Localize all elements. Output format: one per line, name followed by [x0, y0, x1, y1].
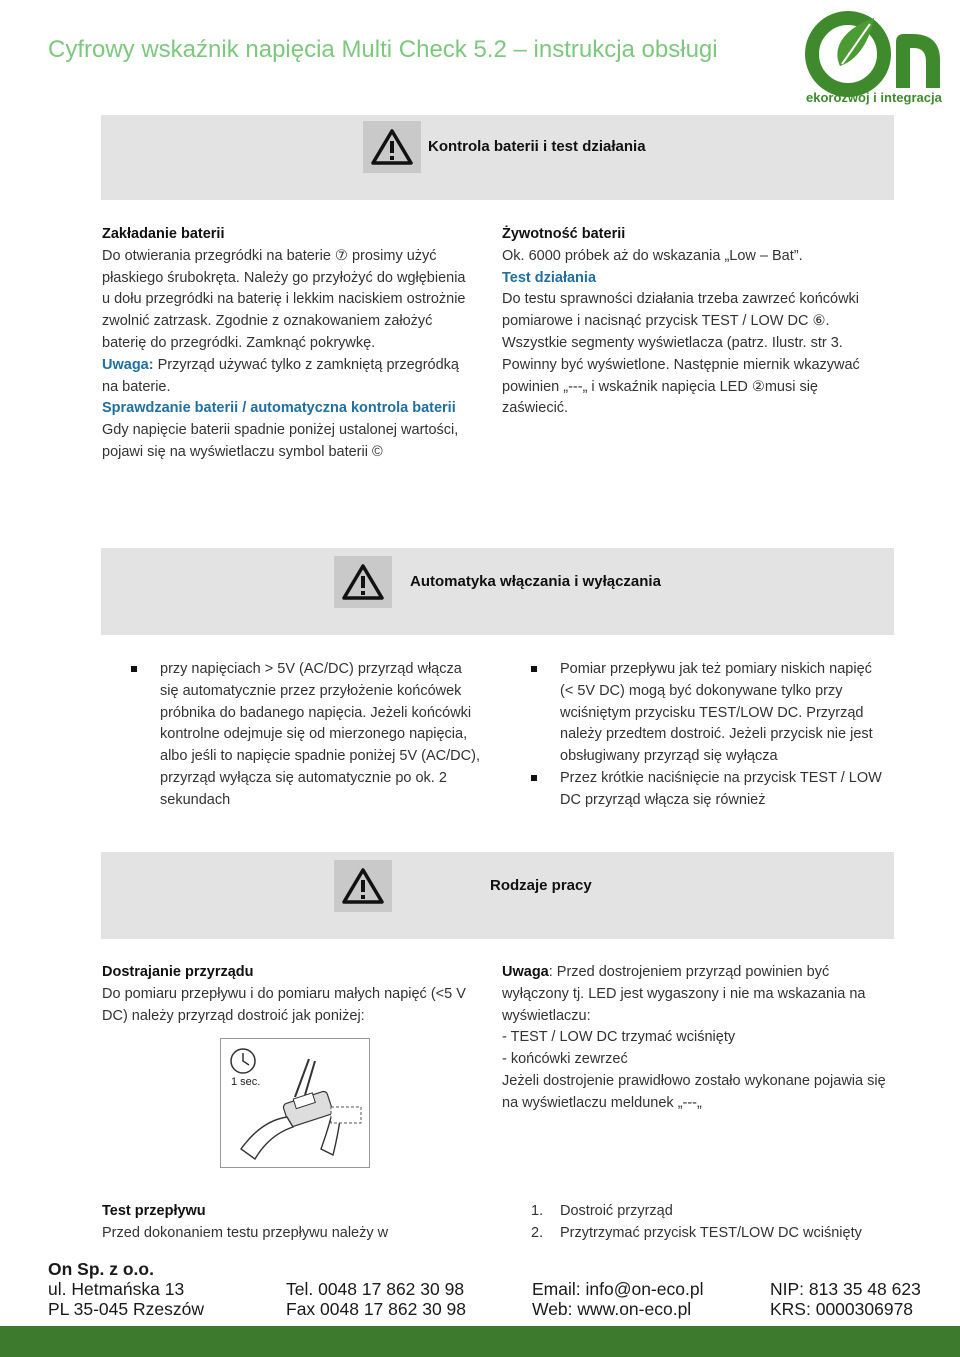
modes-right-column	[502, 962, 892, 1115]
battery-install-text: Do otwierania przegródki na baterie ⑦ prosimy użyć płaskiego śrubokręta. Należy go przyłożyć do wgłębienia u dołu przegródki na baterię i lekkim naciskiem ostrożnie zwolnić zatrzask. Zgodnie z oznakowaniem założyć baterię do przegródki. Zamknąć pokrywkę.	[102, 247, 466, 351]
list-item: 1. Dostroić przyrząd	[531, 1203, 673, 1219]
warning-icon	[370, 128, 414, 166]
calibration-step-1: - TEST / LOW DC trzymać wciśnięty	[502, 1029, 736, 1046]
warning-label: Uwaga:	[102, 356, 154, 373]
section-band-auto	[101, 548, 894, 635]
footer-company-block	[48, 1259, 204, 1319]
footer-nip: NIP: 813 35 48 623	[770, 1279, 921, 1299]
warning-icon	[341, 563, 385, 601]
logo-tagline: ekorozwój i integracja	[806, 90, 942, 105]
warning-icon-box	[334, 860, 392, 912]
list-item: Przez krótkie naciśnięcie na przycisk TEST / LOW DC przyrząd włącza się również	[502, 768, 886, 812]
battery-life-heading: Żywotność baterii	[502, 226, 626, 242]
warning-icon	[341, 867, 385, 905]
footer-city: PL 35-045 Rzeszów	[48, 1299, 204, 1319]
calibration-text: Do pomiaru przepływu i do pomiaru małych napięć (<5 V DC) należy przyrząd dostroić jak poniżej:	[102, 985, 466, 1024]
footer-web[interactable]: Web: www.on-eco.pl	[532, 1299, 692, 1319]
battery-life-text: Ok. 6000 próbek aż do wskazania „Low – Bat”.	[502, 247, 803, 264]
auto-left-list	[102, 659, 482, 812]
calibration-heading: Dostrajanie przyrządu	[102, 964, 254, 980]
battery-check-heading: Sprawdzanie baterii / automatyczna kontrola baterii	[102, 400, 456, 417]
list-item: Pomiar przepływu jak też pomiary niskich napięć (< 5V DC) mogą być dokonywane tylko przy wciśniętym przycisku TEST/LOW DC. Przyrząd należy przedtem dostroić. Jeżeli przycisk nie jest obsługiwany przyrząd się wyłącza	[502, 659, 886, 768]
figure-label: 1 sec.	[231, 1076, 261, 1088]
footer-bar	[0, 1326, 960, 1357]
function-test-text: Do testu sprawności działania trzeba zawrzeć końcówki pomiarowe i nacisnąć przycisk TEST / LOW DC ⑥. Wszystkie segmenty wyświetlacza (patrz. Ilustr. str 3. Powinny być wyświetlone. Następnie miernik wkazywać powinien „---„ i wskaźnik napięcia LED ②musi się zaświecić.	[502, 291, 860, 417]
footer-krs: KRS: 0000306978	[770, 1299, 914, 1319]
list-item: 2. Przytrzymać przycisk TEST/LOW DC wciśnięty	[531, 1224, 862, 1241]
battery-right-column	[502, 224, 886, 420]
flow-test-left	[102, 1201, 482, 1245]
footer-contact-block	[532, 1279, 703, 1319]
auto-right-list	[502, 659, 886, 812]
battery-check-text: Gdy napięcie baterii spadnie poniżej ustalonej wartości, pojawi się na wyświetlaczu symbol baterii ©	[102, 422, 459, 460]
section-band-battery	[101, 115, 894, 200]
battery-install-heading: Zakładanie baterii	[102, 226, 225, 242]
page-title: Cyfrowy wskaźnik napięcia Multi Check 5.2 – instrukcja obsługi	[48, 36, 718, 63]
footer-company: On Sp. z o.o.	[48, 1259, 154, 1279]
warning-text: Przyrząd używać tylko z zamkniętą przegródką na baterie.	[102, 356, 459, 395]
calibration-warning-text: : Przed dostrojeniem przyrząd powinien być wyłączony tj. LED jest wygaszony i nie ma wskazania na wyświetlaczu:	[502, 964, 866, 1024]
section-title-modes: Rodzaje pracy	[490, 877, 592, 894]
footer-registry-block	[770, 1279, 921, 1319]
footer-email[interactable]: Email: info@on-eco.pl	[532, 1279, 704, 1299]
flow-test-text: Przed dokonaniem testu przepływu należy w	[102, 1224, 389, 1241]
footer-tel: Tel. 0048 17 862 30 98	[286, 1279, 465, 1299]
section-title-battery: Kontrola baterii i test działania	[428, 138, 646, 155]
calibration-result: Jeżeli dostrojenie prawidłowo zostało wykonane pojawia się na wyświetlaczu meldunek „---„	[502, 1072, 886, 1111]
battery-left-column	[102, 224, 474, 464]
calibration-warning-label: Uwaga	[502, 964, 549, 980]
calibration-illustration	[220, 1038, 370, 1168]
list-item: przy napięciach > 5V (AC/DC) przyrząd włącza się automatycznie przez przyłożenie końcówek próbnika do badanego napięcia. Jeżeli końcówki kontrolne odejmuje się od mierzonego napięcia, albo jeśli to napięcie spadnie poniżej 5V (AC/DC), przyrząd wyłącza się automatycznie po ok. 2 sekundach	[102, 659, 482, 812]
flow-test-steps	[502, 1201, 892, 1245]
calibration-step-2: - końcówki zewrzeć	[502, 1051, 628, 1068]
footer-fax: Fax 0048 17 862 30 98	[286, 1299, 467, 1319]
section-band-modes	[101, 852, 894, 939]
section-title-auto: Automatyka włączania i wyłączania	[410, 573, 661, 590]
function-test-heading: Test działania	[502, 269, 597, 286]
warning-icon-box	[363, 121, 421, 173]
warning-icon-box	[334, 556, 392, 608]
flow-test-heading: Test przepływu	[102, 1203, 206, 1219]
footer-phone-block	[286, 1279, 466, 1319]
modes-left-column	[102, 962, 482, 1027]
footer-street: ul. Hetmańska 13	[48, 1279, 185, 1299]
